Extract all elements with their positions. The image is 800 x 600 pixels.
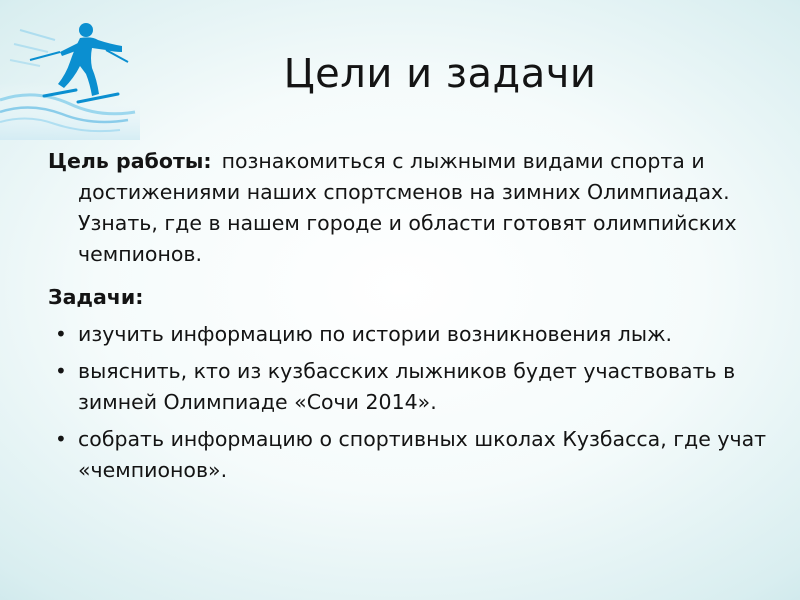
task-text: выяснить, кто из кузбасских лыжников будет участвовать в зимней Олимпиаде «Сочи 2014». (78, 359, 736, 414)
list-item (48, 319, 768, 350)
slide-title: Цели и задачи (283, 51, 597, 97)
goal-label: Цель работы: (48, 149, 212, 173)
bullet-icon: • (55, 322, 67, 346)
bullet-icon: • (55, 359, 67, 383)
goal-text: познакомиться с лыжными видами спорта и достижениями наших спортсменов на зимних Олимпиадах. Узнать, где в нашем городе и области готовят олимпийских чемпионов. (78, 149, 737, 266)
tasks-list (48, 319, 768, 486)
list-item (48, 424, 768, 486)
tasks-label: Задачи: (48, 285, 144, 309)
task-text: собрать информацию о спортивных школах Кузбасса, где учат «чемпионов». (78, 427, 767, 482)
slide-content (48, 146, 768, 492)
bullet-icon: • (55, 427, 67, 451)
goal-paragraph (48, 146, 768, 270)
list-item (48, 356, 768, 418)
task-text: изучить информацию по истории возникновения лыж. (78, 322, 673, 346)
